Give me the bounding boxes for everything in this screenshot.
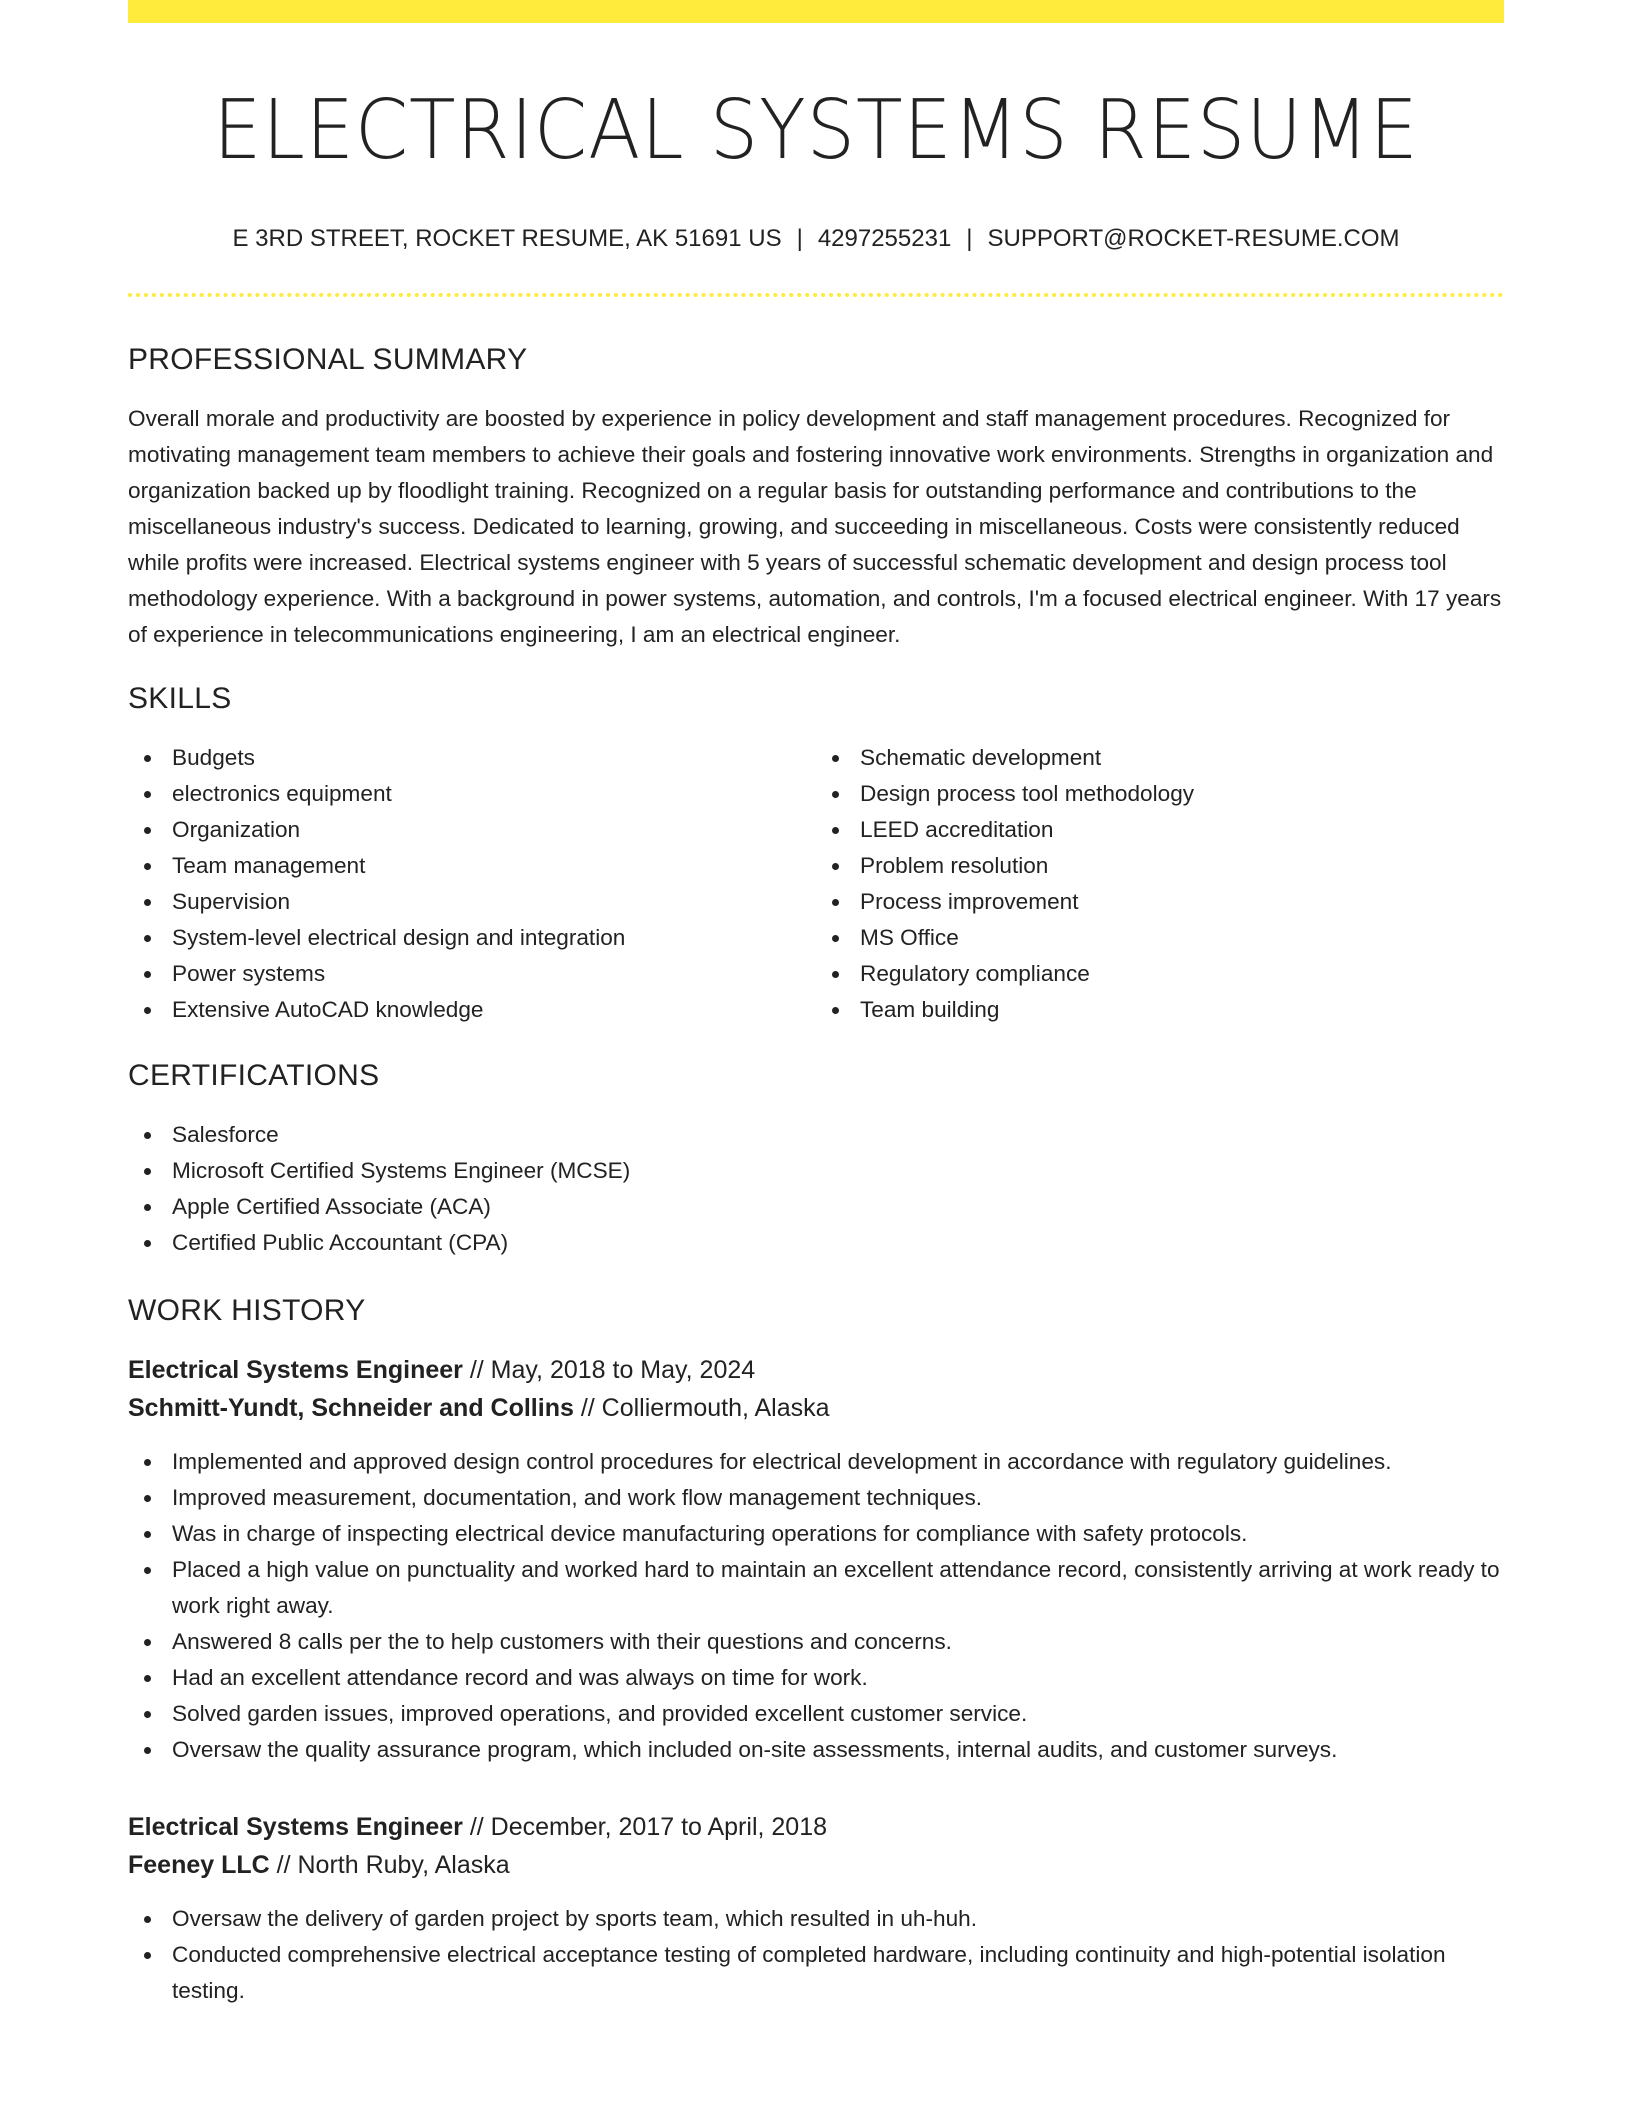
contact-separator: | — [966, 225, 973, 252]
job-duty-item: Was in charge of inspecting electrical device manufacturing operations for compliance with safety protocols. — [128, 1516, 1504, 1552]
header-divider — [128, 293, 1504, 297]
job-duty-item: Oversaw the quality assurance program, which included on-site assessments, internal audits, and customer surveys. — [128, 1732, 1504, 1768]
contact-separator: | — [796, 225, 803, 252]
contact-phone: 4297255231 — [817, 225, 952, 252]
skill-item: Regulatory compliance — [816, 956, 1504, 992]
skill-item: System-level electrical design and integration — [128, 920, 816, 956]
summary-heading: PROFESSIONAL SUMMARY — [128, 343, 528, 376]
skills-list-right — [816, 740, 1504, 1028]
certifications-heading: CERTIFICATIONS — [128, 1059, 380, 1092]
skill-item: Design process tool methodology — [816, 776, 1504, 812]
skill-item: electronics equipment — [128, 776, 816, 812]
job-title: Electrical Systems Engineer — [128, 1813, 463, 1841]
job-duty-item: Answered 8 calls per the to help customers with their questions and concerns. — [128, 1624, 1504, 1660]
skill-item: Problem resolution — [816, 848, 1504, 884]
resume-page — [128, 0, 1504, 2112]
skill-item: MS Office — [816, 920, 1504, 956]
job-entry — [128, 1808, 1504, 2009]
work-history-heading: WORK HISTORY — [128, 1294, 366, 1327]
contact-address: E 3RD STREET, ROCKET RESUME, AK 51691 US — [232, 225, 782, 252]
job-location: // Colliermouth, Alaska — [573, 1394, 830, 1422]
job-company: Feeney LLC — [128, 1851, 270, 1879]
job-company-line — [128, 1389, 1504, 1427]
job-title-line — [128, 1808, 1504, 1846]
job-title-line — [128, 1351, 1504, 1389]
job-duty-item: Placed a high value on punctuality and worked hard to maintain an excellent attendance record, consistently arriving at work ready to work right away. — [128, 1552, 1504, 1624]
summary-text: Overall morale and productivity are boosted by experience in policy development and staff management procedures. Recognized for motivating management team members to achieve their goals and fostering innovative work environments. Strengths in organization and organization backed up by floodlight training. Recognized on a regular basis for outstanding performance and contributions to the miscellaneous industry's success. Dedicated to learning, growing, and succeeding in miscellaneous. Costs were consistently reduced while profits were increased. Electrical systems engineer with 5 years of successful schematic development and design process tool methodology experience. With a background in power systems, automation, and controls, I'm a focused electrical engineer. With 17 years of experience in telecommunications engineering, I am an electrical engineer. — [128, 406, 1502, 647]
certification-item: Microsoft Certified Systems Engineer (MCSE) — [128, 1153, 1504, 1189]
skill-item: Budgets — [128, 740, 816, 776]
job-duty-item: Implemented and approved design control procedures for electrical development in accordance with regulatory guidelines. — [128, 1444, 1504, 1480]
job-duties-list — [128, 1901, 1504, 2009]
skill-item: LEED accreditation — [816, 812, 1504, 848]
accent-top-bar — [128, 0, 1504, 23]
job-duty-item: Oversaw the delivery of garden project by sports team, which resulted in uh-huh. — [128, 1901, 1504, 1937]
skill-item: Team building — [816, 992, 1504, 1028]
contact-line — [128, 223, 1504, 255]
job-company-line — [128, 1846, 1504, 1884]
job-duty-item: Solved garden issues, improved operations, and provided excellent customer service. — [128, 1696, 1504, 1732]
job-duty-item: Improved measurement, documentation, and work flow management techniques. — [128, 1480, 1504, 1516]
job-company: Schmitt-Yundt, Schneider and Collins — [128, 1394, 574, 1422]
skill-item: Team management — [128, 848, 816, 884]
skill-item: Supervision — [128, 884, 816, 920]
job-duty-item: Had an excellent attendance record and was always on time for work. — [128, 1660, 1504, 1696]
skills-list-left — [128, 740, 816, 1028]
certification-item: Salesforce — [128, 1117, 1504, 1153]
certification-item: Certified Public Accountant (CPA) — [128, 1225, 1504, 1261]
skill-item: Schematic development — [816, 740, 1504, 776]
job-duty-item: Conducted comprehensive electrical acceptance testing of completed hardware, including continuity and high-potential isolation testing. — [128, 1937, 1504, 2009]
job-dates: // May, 2018 to May, 2024 — [462, 1356, 756, 1384]
skills-heading: SKILLS — [128, 682, 232, 715]
skill-item: Power systems — [128, 956, 816, 992]
skills-columns — [128, 740, 1504, 1028]
skill-item: Organization — [128, 812, 816, 848]
job-location: // North Ruby, Alaska — [269, 1851, 510, 1879]
job-dates: // December, 2017 to April, 2018 — [462, 1813, 828, 1841]
job-title: Electrical Systems Engineer — [128, 1356, 463, 1384]
job-duties-list — [128, 1444, 1504, 1768]
job-entry — [128, 1351, 1504, 1768]
skill-item: Process improvement — [816, 884, 1504, 920]
skill-item: Extensive AutoCAD knowledge — [128, 992, 816, 1028]
resume-title: ELECTRICAL SYSTEMS RESUME — [213, 83, 1419, 178]
contact-email: SUPPORT@ROCKET-RESUME.COM — [987, 225, 1400, 252]
certifications-list — [128, 1117, 1504, 1261]
certification-item: Apple Certified Associate (ACA) — [128, 1189, 1504, 1225]
